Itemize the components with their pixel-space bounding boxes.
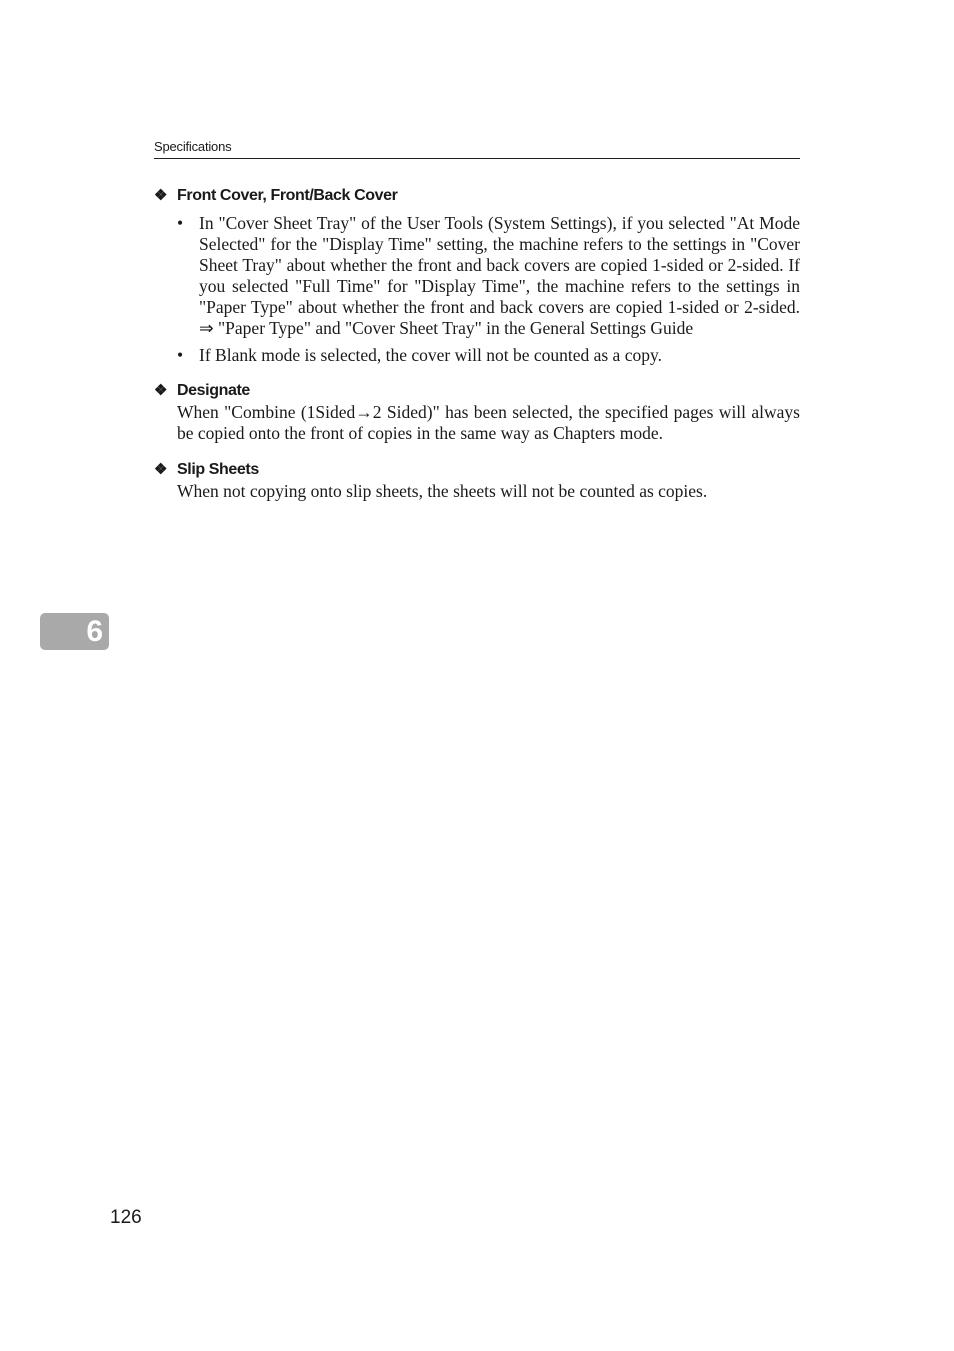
diamond-ornament-icon: ❖: [154, 461, 168, 478]
section-heading-text: Designate: [177, 382, 250, 399]
running-header: [154, 138, 800, 159]
section-designate: [154, 380, 800, 444]
page-number: 126: [110, 1207, 142, 1228]
list-item-text: If Blank mode is selected, the cover will not be counted as a copy.: [199, 345, 662, 365]
diamond-ornament-icon: ❖: [154, 382, 168, 399]
section-paragraph: When "Combine (1Sided→2 Sided)" has been selected, the specified pages will always be copied onto the front of copies in the same way as Chapters mode.: [177, 402, 800, 443]
running-title: Specifications: [154, 139, 232, 154]
section-heading-text: Front Cover, Front/Back Cover: [177, 187, 398, 204]
list-item: [177, 213, 800, 339]
list-item: [177, 345, 800, 366]
main-content: [154, 185, 800, 502]
chapter-tab: [40, 613, 109, 650]
section-paragraph: When not copying onto slip sheets, the sheets will not be counted as copies.: [177, 481, 708, 501]
bullet-list: [154, 213, 800, 366]
section-heading: [154, 380, 800, 402]
section-slip-sheets: [154, 459, 800, 502]
section-heading: [154, 185, 800, 207]
bullet-icon: •: [177, 213, 184, 233]
list-item-text: In "Cover Sheet Tray" of the User Tools (System Settings), if you selected "At Mode Selected" for the "Display Time" setting, the machine refers to the settings in "Cover Sheet Tray" about whether the front and back covers are copied 1-sided or 2-sided. If you selected "Full Time" for "Display Time", the machine refers to the settings in "Paper Type" about whether the front and back covers are copied 1-sided or 2-sided. ⇒ "Paper Type" and "Cover Sheet Tray" in the General Settings Guide: [199, 213, 800, 338]
diamond-ornament-icon: ❖: [154, 187, 168, 204]
section-heading-text: Slip Sheets: [177, 461, 259, 478]
section-front-cover: [154, 185, 800, 366]
bullet-icon: •: [177, 345, 184, 365]
chapter-number: 6: [86, 615, 103, 648]
section-heading: [154, 459, 800, 481]
